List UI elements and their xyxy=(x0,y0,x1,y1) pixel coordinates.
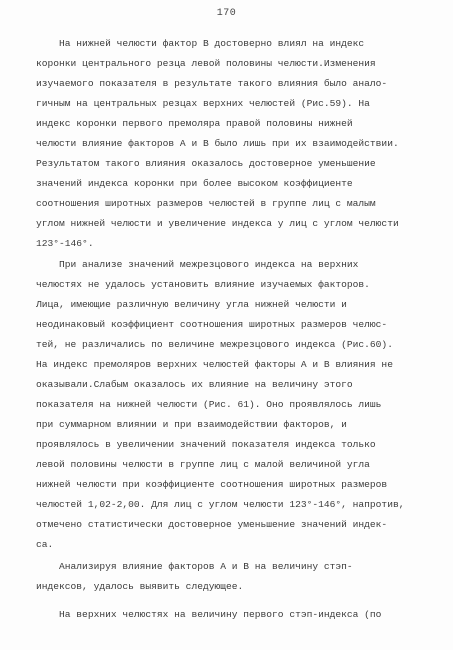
text-line: углом нижней челюсти и увеличение индекса у лиц с углом челюсти xyxy=(36,218,399,229)
text-line: показателя на нижней челюсти (Рис. 61). Оно проявлялось лишь xyxy=(36,399,382,410)
page-number: 170 xyxy=(216,8,237,19)
text-line: изучаемого показателя в результате такого влияния было анало- xyxy=(36,78,388,89)
text-line: челюсти влияние факторов А и В было лишь при их взаимодействии. xyxy=(36,138,399,149)
paragraph-3 xyxy=(36,557,428,597)
text-line: проявлялось в увеличении значений показателя индекса только xyxy=(36,439,376,450)
text-line: 123°-146°. xyxy=(36,238,94,249)
text-line: при суммарном влиянии и при взаимодействии факторов, и xyxy=(36,419,347,430)
paragraph-4 xyxy=(36,605,428,625)
text-line: нижней челюсти при коэффициенте соотношения широтных размеров xyxy=(36,479,388,490)
text-line: значений индекса коронки при более высоком коэффициенте xyxy=(36,178,353,189)
text-line: Анализируя влияние факторов А и В на величину стэп- xyxy=(36,561,353,572)
text-line: На индекс премоляров верхних челюстей факторы А и В влияния не xyxy=(36,359,393,370)
text-line: челюстях не удалось установить влияние изучаемых факторов. xyxy=(36,279,370,290)
text-line: индексов, удалось выявить следующее. xyxy=(36,581,244,592)
text-line: На нижней челюсти фактор В достоверно влиял на индекс xyxy=(36,38,365,49)
text-line: оказывали.Слабым оказалось их влияние на величину этого xyxy=(36,379,353,390)
text-line: На верхних челюстях на величину первого стэп-индекса (по xyxy=(36,609,382,620)
text-line: Лица, имеющие различную величину угла нижней челюсти и xyxy=(36,299,347,310)
text-line: коронки центрального резца левой половины челюсти.Изменения xyxy=(36,58,376,69)
text-line: индекс коронки первого премоляра правой половины нижней xyxy=(36,118,353,129)
paragraph-2 xyxy=(36,255,428,555)
text-line: челюстей 1,02-2,00. Для лиц с углом челюсти 123°-146°, напротив, xyxy=(36,499,405,510)
text-line: тей, не различались по величине межрезцового индекса (Рис.60). xyxy=(36,339,393,350)
text-line: левой половины челюсти в группе лиц с малой величиной угла xyxy=(36,459,370,470)
text-line: Результатом такого влияния оказалось достоверное уменьшение xyxy=(36,158,376,169)
text-line: При анализе значений межрезцового индекса на верхних xyxy=(36,259,359,270)
text-line: отмечено статистически достоверное уменьшение значений индек- xyxy=(36,519,388,530)
text-line: гичным на центральных резцах верхних челюстей (Рис.59). На xyxy=(36,98,370,109)
text-line: соотношения широтных размеров челюстей в группе лиц с малым xyxy=(36,198,376,209)
paragraph-1 xyxy=(36,34,428,254)
text-line: са. xyxy=(36,539,54,550)
text-line: неодинаковый коэффициент соотношения широтных размеров челюс- xyxy=(36,319,388,330)
